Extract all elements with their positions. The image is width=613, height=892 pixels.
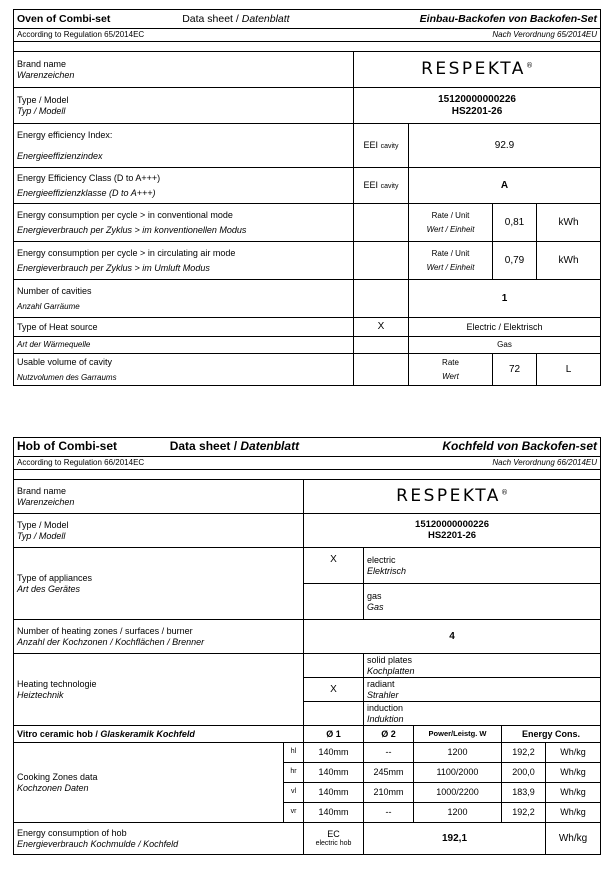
hob-zones-label: Number of heating zones / surfaces / burner Anzahl der Kochzonen / Kochflächen / Brenner <box>14 620 304 654</box>
oven-conv-label: Energy consumption per cycle > in conventional mode Energieverbrauch per Zyklus > im konventionellen Modus <box>14 204 354 242</box>
oven-eei-label: Energy efficiency Index: Energieeffizienzindex <box>14 124 354 168</box>
oven-cavities-label: Number of cavities Anzahl Garräume <box>14 280 354 318</box>
hob-technology-label: Heating technologie Heiztechnik <box>14 654 304 726</box>
oven-volume-value: 72 <box>493 354 537 386</box>
zone-ec: 200,0 <box>502 763 546 783</box>
oven-volume-label: Usable volume of cavity Nutzvolumen des Garraums <box>14 354 354 386</box>
oven-header <box>14 10 601 29</box>
hob-datasheet-table <box>13 437 601 855</box>
oven-eec-value: A <box>409 168 601 204</box>
hob-model-label: Type / Model Typ / Modell <box>14 514 304 548</box>
oven-brand-label: Brand name Warenzeichen <box>14 52 354 88</box>
oven-spacer <box>14 42 601 52</box>
zone-d1: 140mm <box>304 743 364 763</box>
oven-heat-label-en: Type of Heat source <box>14 318 354 337</box>
zone-d1: 140mm <box>304 783 364 803</box>
hob-col-d1: Ø 1 <box>304 726 364 743</box>
zone-pos: hl <box>284 743 304 763</box>
hob-spacer <box>14 470 601 480</box>
oven-regulation-row <box>14 29 601 42</box>
zone-pos: vr <box>284 803 304 823</box>
zone-pos: hr <box>284 763 304 783</box>
zone-ec: 192,2 <box>502 803 546 823</box>
oven-title: Oven of Combi-set <box>17 12 111 25</box>
oven-circ-value: 0,79 <box>493 242 537 280</box>
hob-col-energy: Energy Cons. <box>502 726 601 743</box>
hob-col-d2: Ø 2 <box>364 726 414 743</box>
hob-tech-solid: solid plates Kochplatten <box>364 654 601 678</box>
oven-datasheet-label: Data sheet / <box>182 12 242 25</box>
hob-regulation-en: According to Regulation 66/2014EC <box>17 458 145 468</box>
oven-regulation-de: Nach Verordnung 65/2014EU <box>492 30 598 40</box>
oven-circ-rate: Rate / Unit Wert / Einheit <box>409 242 493 280</box>
oven-heat-label-de: Art der Wärmequelle <box>14 337 354 354</box>
zone-d2: 210mm <box>364 783 414 803</box>
oven-model-label: Type / Model Typ / Modell <box>14 88 354 124</box>
hob-datasheet-italic: Datenblatt <box>240 439 300 454</box>
hob-regulation-de: Nach Verordnung 66/2014EU <box>492 458 598 468</box>
oven-heat-option-electric: Electric / Elektrisch <box>409 318 601 337</box>
oven-regulation-en: According to Regulation 65/2014EC <box>17 30 145 40</box>
hob-consumption-unit: Wh/kg <box>546 823 601 855</box>
oven-volume-unit: L <box>537 354 601 386</box>
oven-brand-logo: RESPEKTA® <box>354 52 601 88</box>
hob-appliances-electric: electric Elektrisch <box>364 548 601 584</box>
hob-header <box>14 438 601 457</box>
hob-model-value: 15120000000226 HS2201-26 <box>304 514 601 548</box>
zone-unit: Wh/kg <box>546 783 601 803</box>
zone-ec: 192,2 <box>502 743 546 763</box>
hob-appliances-label: Type of appliances Art des Gerätes <box>14 548 304 620</box>
oven-eec-label: Energy Efficiency Class (D to A+++) Energieeffizienzklasse (D to A+++) <box>14 168 354 204</box>
zone-power: 1100/2000 <box>414 763 502 783</box>
oven-volume-rate: Rate Wert <box>409 354 493 386</box>
zone-unit: Wh/kg <box>546 803 601 823</box>
hob-regulation-row <box>14 457 601 470</box>
oven-heat-mark: X <box>354 318 409 337</box>
zone-d2: -- <box>364 803 414 823</box>
zone-pos: vl <box>284 783 304 803</box>
oven-datasheet-italic: Datenblatt <box>241 12 290 25</box>
hob-vitro-label: Vitro ceramic hob / Glaskeramik Kochfeld <box>14 726 304 743</box>
hob-brand-label: Brand name Warenzeichen <box>14 480 304 514</box>
zone-power: 1000/2200 <box>414 783 502 803</box>
zone-d2: 245mm <box>364 763 414 783</box>
hob-datasheet-label: Data sheet / <box>169 439 241 454</box>
oven-conv-value: 0,81 <box>493 204 537 242</box>
hob-tech-induction: induction Induktion <box>364 702 601 726</box>
zone-d2: -- <box>364 743 414 763</box>
oven-right-title: Einbau-Backofen von Backofen-Set <box>419 12 598 25</box>
oven-circ-empty <box>354 242 409 280</box>
oven-conv-unit: kWh <box>537 204 601 242</box>
oven-eei-symbol: EEI cavity <box>354 124 409 168</box>
oven-eec-symbol: EEI cavity <box>354 168 409 204</box>
oven-eei-value: 92.9 <box>409 124 601 168</box>
zone-power: 1200 <box>414 743 502 763</box>
oven-heat-empty <box>354 337 409 354</box>
hob-brand-logo: RESPEKTA® <box>304 480 601 514</box>
hob-consumption-ec: EC electric hob <box>304 823 364 855</box>
zone-unit: Wh/kg <box>546 763 601 783</box>
hob-appliances-mark: X <box>304 548 364 584</box>
oven-cavities-empty <box>354 280 409 318</box>
hob-tech-empty-3 <box>304 702 364 726</box>
oven-conv-rate: Rate / Unit Wert / Einheit <box>409 204 493 242</box>
zone-d1: 140mm <box>304 763 364 783</box>
hob-col-power: Power/Leistg. W <box>414 726 502 743</box>
hob-consumption-value: 192,1 <box>364 823 546 855</box>
oven-circ-unit: kWh <box>537 242 601 280</box>
hob-appliances-empty <box>304 584 364 620</box>
oven-cavities-value: 1 <box>409 280 601 318</box>
hob-cooking-label: Cooking Zones data Kochzonen Daten <box>14 743 284 823</box>
oven-conv-empty <box>354 204 409 242</box>
hob-title: Hob of Combi-set <box>17 439 117 454</box>
zone-unit: Wh/kg <box>546 743 601 763</box>
zone-d1: 140mm <box>304 803 364 823</box>
hob-right-title: Kochfeld von Backofen-set <box>442 439 598 454</box>
oven-datasheet-table <box>13 9 601 386</box>
oven-model-value: 15120000000226 HS2201-26 <box>354 88 601 124</box>
hob-tech-radiant: radiant Strahler <box>364 678 601 702</box>
oven-circ-label: Energy consumption per cycle > in circulating air mode Energieverbrauch per Zyklus > im Umluft Modus <box>14 242 354 280</box>
cooking-zone-row <box>14 743 601 763</box>
hob-technology-mark: X <box>304 678 364 702</box>
hob-consumption-label: Energy consumption of hob Energieverbrauch Kochmulde / Kochfeld <box>14 823 304 855</box>
hob-appliances-gas: gas Gas <box>364 584 601 620</box>
oven-volume-empty <box>354 354 409 386</box>
zone-ec: 183,9 <box>502 783 546 803</box>
zone-power: 1200 <box>414 803 502 823</box>
hob-tech-empty-1 <box>304 654 364 678</box>
hob-zones-value: 4 <box>304 620 601 654</box>
oven-heat-option-gas: Gas <box>409 337 601 354</box>
